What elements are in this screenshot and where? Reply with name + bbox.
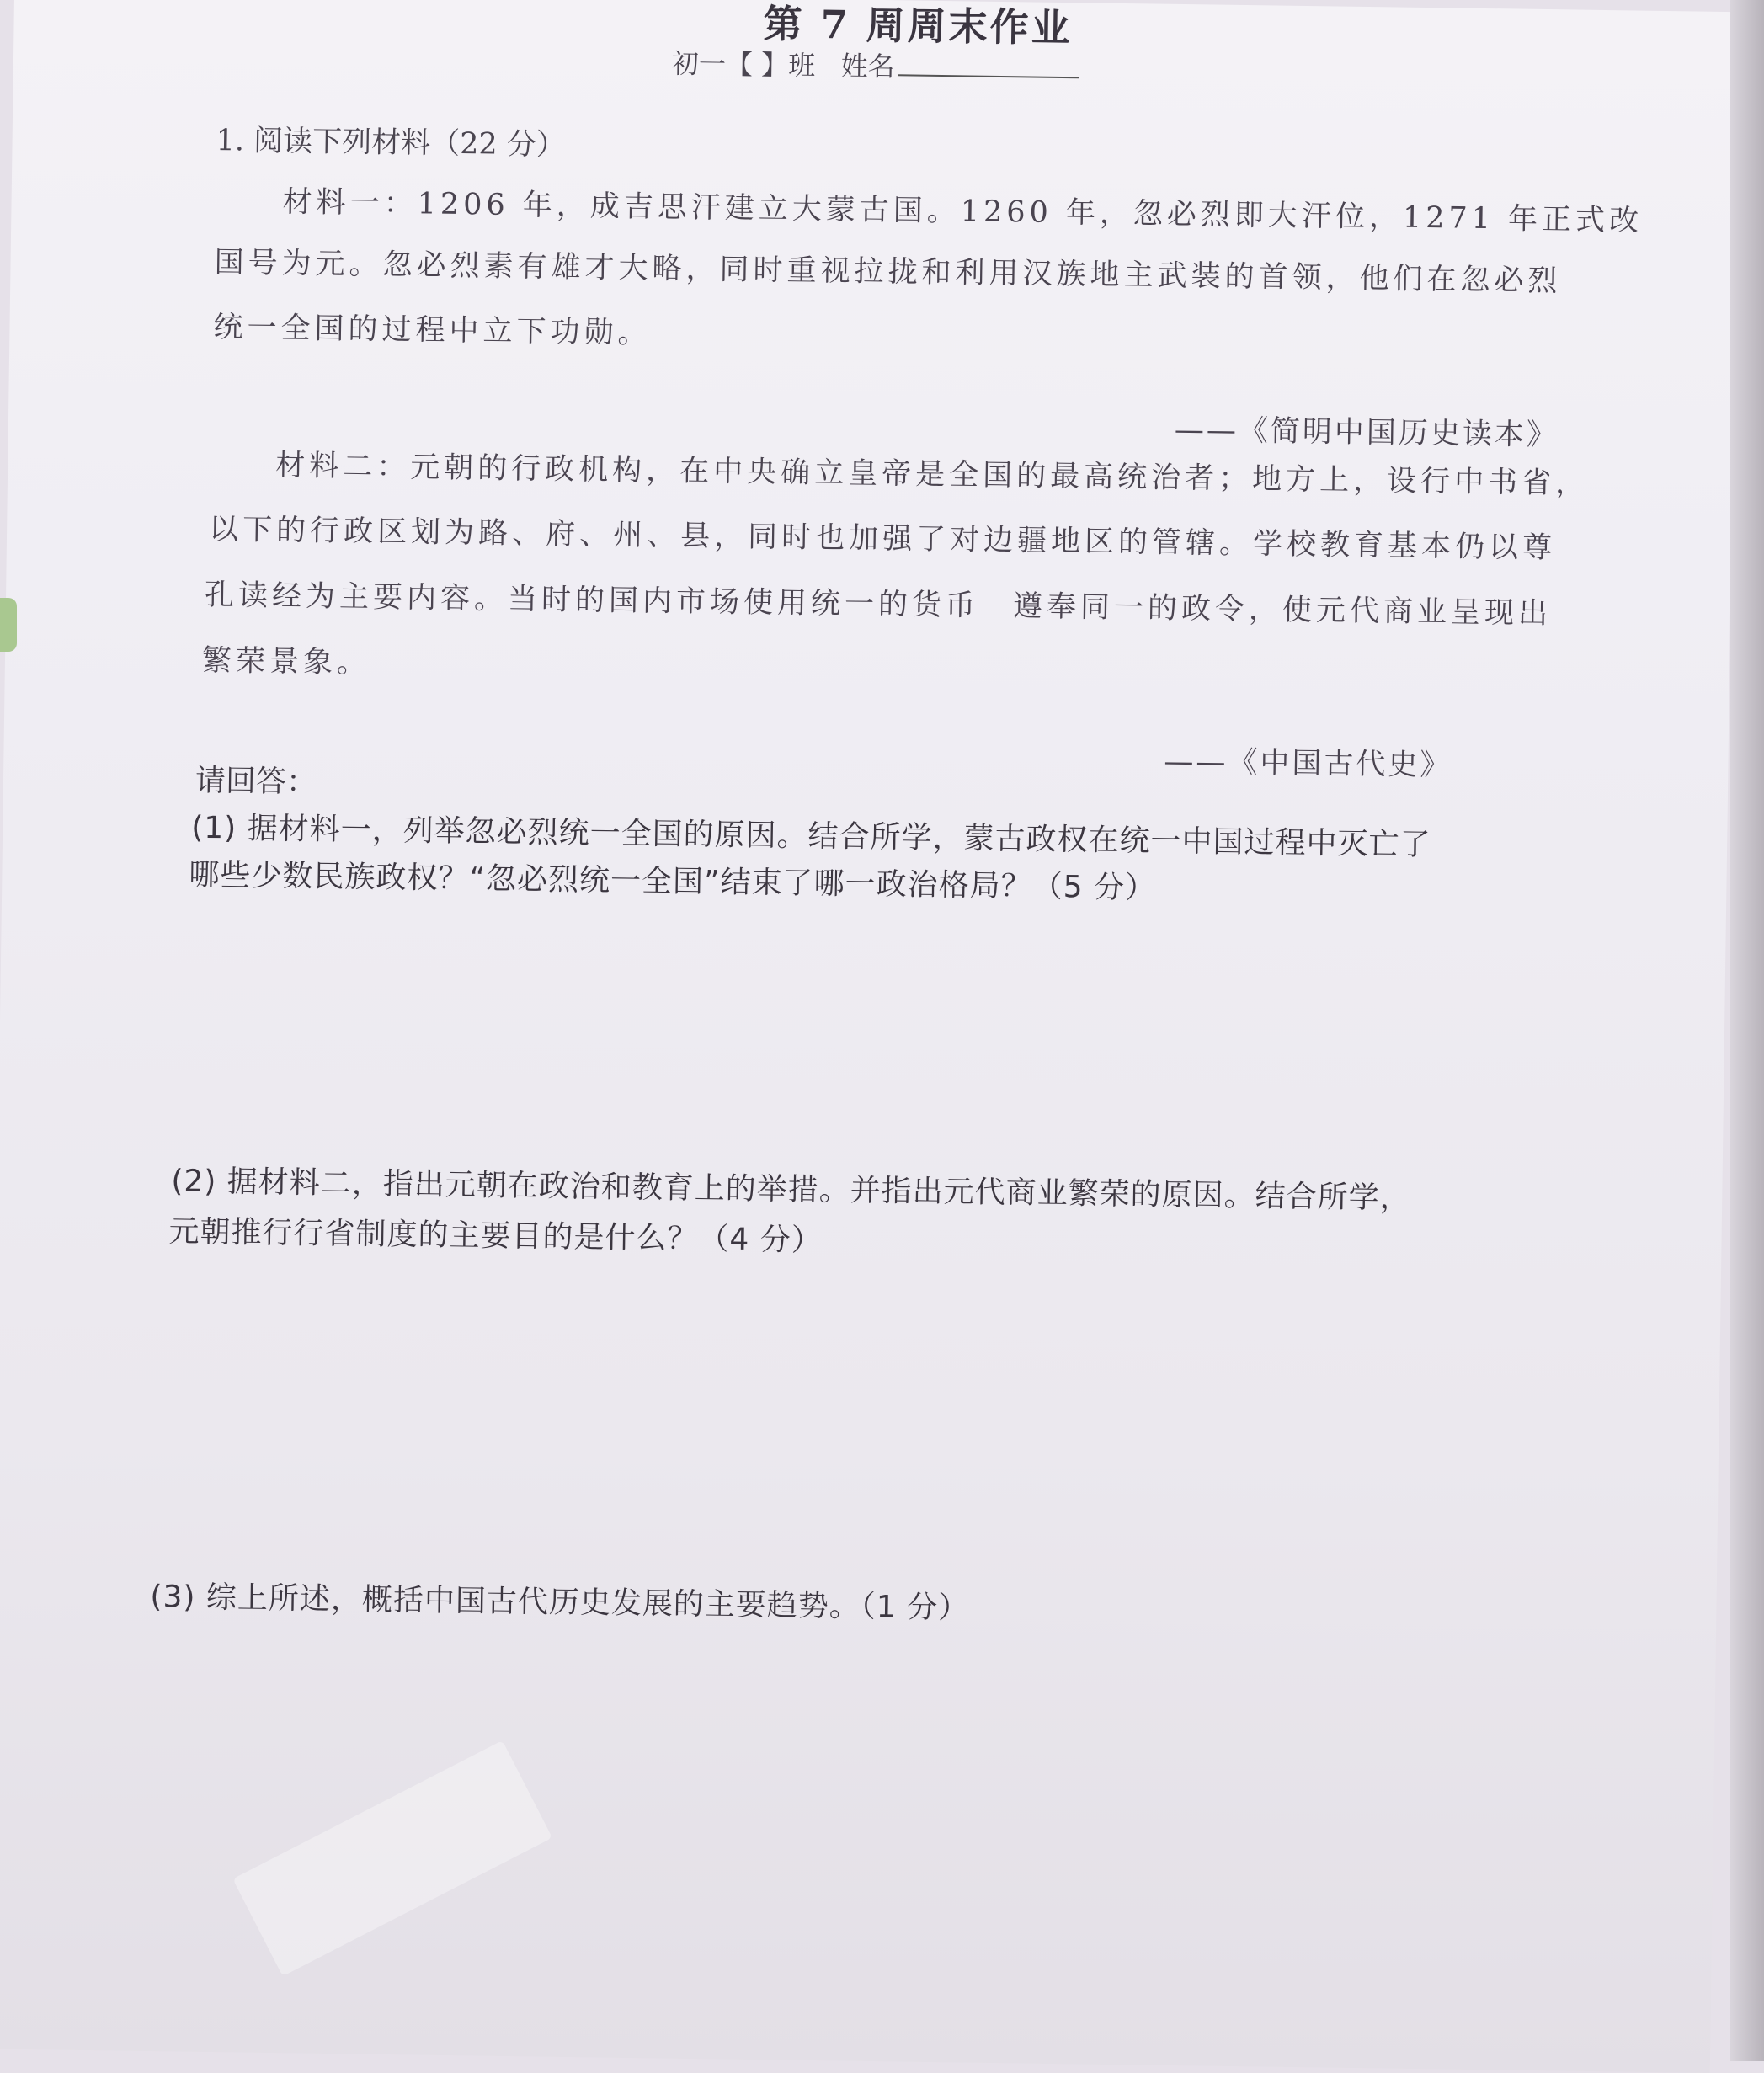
material2-line: 以下的行政区划为路、府、州、县，同时也加强了对边疆地区的管辖。学校教育基本仍以尊 — [208, 512, 1557, 566]
class-label: 初一【 】班 — [671, 47, 816, 82]
answer-area-3[interactable] — [142, 1628, 1537, 2001]
material1-line: 国号为元。忽必烈素有雄才大略，同时重视拉拢和利用汉族地主武装的首领，他们在忽必烈 — [214, 245, 1562, 299]
material2-line: 材料二：元朝的行政机构，在中央确立皇帝是全国的最高统治者；地方上，设行中书省， — [274, 448, 1590, 501]
answer-prompt: 请回答： — [195, 763, 317, 800]
left-edge-tab — [0, 598, 17, 652]
material1-source: ——《简明中国历史读本》 — [1174, 413, 1559, 453]
material2-line: 繁荣景象。 — [201, 643, 371, 680]
name-blank[interactable] — [898, 74, 1079, 78]
paper-stack-edge — [1730, 0, 1764, 2061]
material2-source: ——《中国古代史》 — [1164, 744, 1452, 783]
sub-question-1-line: 哪些少数民族政权？“忽必烈统一全国”结束了哪一政治格局？（5 分） — [189, 857, 1157, 906]
sub-question-2-line: (2) 据材料二，指出元朝在政治和教育上的举措。并指出元代商业繁荣的原因。结合所学， — [171, 1164, 1411, 1216]
class-name-line — [672, 43, 1079, 88]
answer-area-1[interactable] — [184, 909, 1576, 1155]
sub-question-3-line: (3) 综上所述，概括中国古代历史发展的主要趋势。（1 分） — [150, 1580, 970, 1626]
sub-question-1-line: (1) 据材料一，列举忽必烈统一全国的原因。结合所学，蒙古政权在统一中国过程中灭亡了 — [190, 810, 1431, 863]
sub-question-2-line: 元朝推行行省制度的主要目的是什么？（4 分） — [168, 1214, 823, 1259]
question-heading: 1. 阅读下列材料（22 分） — [216, 123, 567, 163]
material1-line: 材料一：1206 年，成吉思汗建立大蒙古国。1260 年，忽必烈即大汗位，1271 年正式改 — [282, 185, 1644, 238]
material2-line: 孔读经为主要内容。当时的国内市场使用统一的货币 遵奉同一的政令，使元代商业呈现出 — [204, 578, 1553, 631]
answer-area-2[interactable] — [161, 1261, 1553, 1559]
name-label: 姓名 — [840, 50, 895, 83]
material1-line: 统一全国的过程中立下功勋。 — [213, 310, 652, 351]
page-title: 第 7 周周末作业 — [763, 1, 1074, 51]
